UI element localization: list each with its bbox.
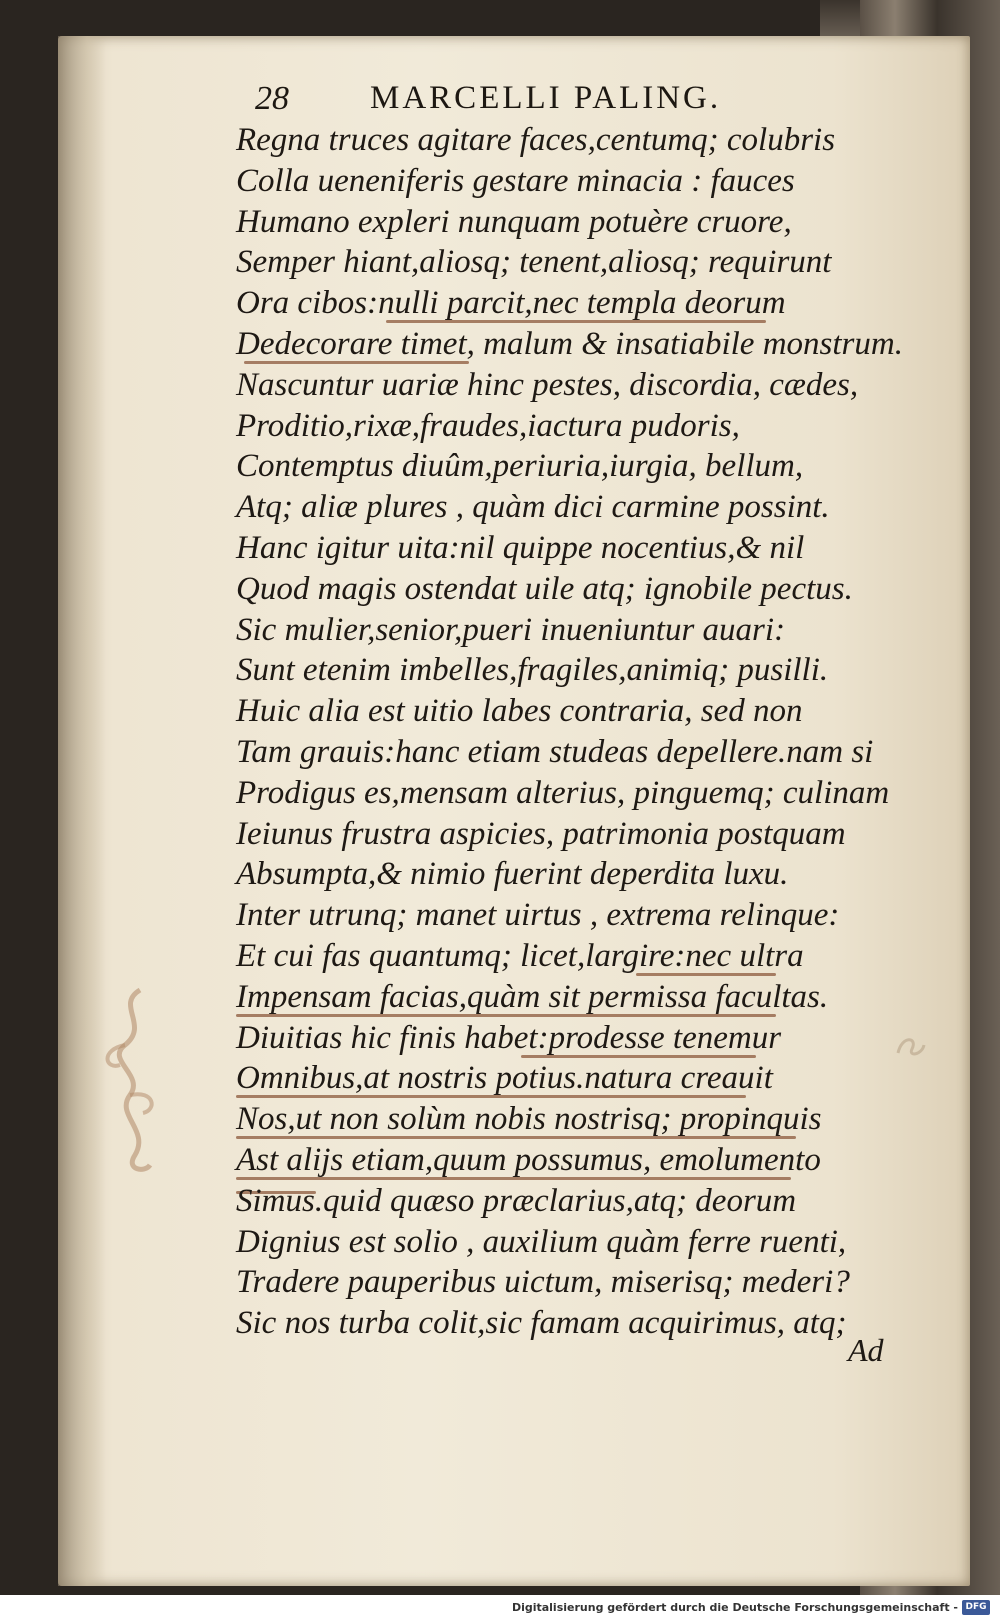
verse-line: Quod magis ostendat uile atq; ignobile pectus. (236, 570, 853, 607)
verse-line: Sic nos turba colit,sic famam acquirimus, atq; (236, 1305, 847, 1342)
running-head: MARCELLI PALING. (370, 80, 722, 116)
verse-line: Humano expleri nunquam potuère cruore, (236, 203, 792, 240)
verse-line: Dedecorare timet, malum & insatiabile monstrum. (236, 325, 903, 362)
verse-line: Dignius est solio , auxilium quàm ferre ruenti, (236, 1223, 847, 1260)
catchword: Ad (848, 1332, 884, 1368)
verse-line: Absumpta,& nimio fuerint deperdita luxu. (236, 856, 789, 893)
verse-line: Impensam facias,quàm sit permissa facultas. (236, 978, 829, 1015)
funding-credit: Digitalisierung gefördert durch die Deutsche Forschungsgemeinschaft - (511, 1601, 958, 1614)
dfg-logo: DFG (962, 1600, 990, 1615)
page-number: 28 (255, 80, 289, 117)
verse-line: Diuitias hic finis habet:prodesse tenemur (236, 1019, 782, 1056)
verse-line: Simus.quid quæso præclarius,atq; deorum (236, 1182, 797, 1219)
verse-line: Inter utrunq; manet uirtus , extrema relinque: (236, 897, 840, 934)
verse-line: Regna truces agitare faces,centumq; colubris (236, 122, 836, 158)
verse-line: Tradere pauperibus uictum, miserisq; mederi? (236, 1264, 850, 1301)
verse-line: Atq; aliæ plures , quàm dici carmine possint. (236, 489, 830, 526)
verse-line: Prodigus es,mensam alterius, pinguemq; culinam (236, 774, 890, 811)
verse-line: Sic mulier,senior,pueri inueniuntur auari: (236, 611, 786, 648)
verse-line: Sunt etenim imbelles,fragiles,animiq; pusilli. (236, 652, 829, 689)
verse-line: Proditio,rixæ,fraudes,iactura pudoris, (236, 407, 740, 444)
verse-line: Et cui fas quantumq; licet,largire:nec ultra (236, 937, 804, 974)
verse-text (236, 120, 903, 1344)
verse-line: Nos,ut non solùm nobis nostrisq; propinquis (236, 1101, 822, 1138)
verse-line: Ieiunus frustra aspicies, patrimonia postquam (236, 815, 846, 852)
verse-line: Contemptus diuûm,periuria,iurgia, bellum, (236, 448, 804, 485)
verse-line: Ora cibos:nulli parcit,nec templa deorum (236, 285, 786, 322)
verse-line: Huic alia est uitio labes contraria, sed non (236, 693, 803, 730)
margin-flourish-icon (95, 985, 165, 1175)
verse-line: Tam grauis:hanc etiam studeas depellere.nam si (236, 733, 874, 770)
footer-bar (0, 1595, 1000, 1622)
verse-line: Semper hiant,aliosq; tenent,aliosq; requirunt (236, 244, 832, 281)
verse-line: Ast alijs etiam,quum possumus, emolumento (236, 1141, 821, 1178)
margin-mark-icon (890, 1025, 930, 1065)
page-gutter (58, 36, 106, 1586)
verse-line: Colla ueneniferis gestare minacia : fauces (236, 162, 795, 199)
verse-line: Nascuntur uariæ hinc pestes, discordia, cædes, (236, 366, 859, 403)
verse-line: Hanc igitur uita:nil quippe nocentius,& nil (236, 529, 805, 566)
verse-line: Omnibus,at nostris potius.natura creauit (236, 1060, 773, 1097)
